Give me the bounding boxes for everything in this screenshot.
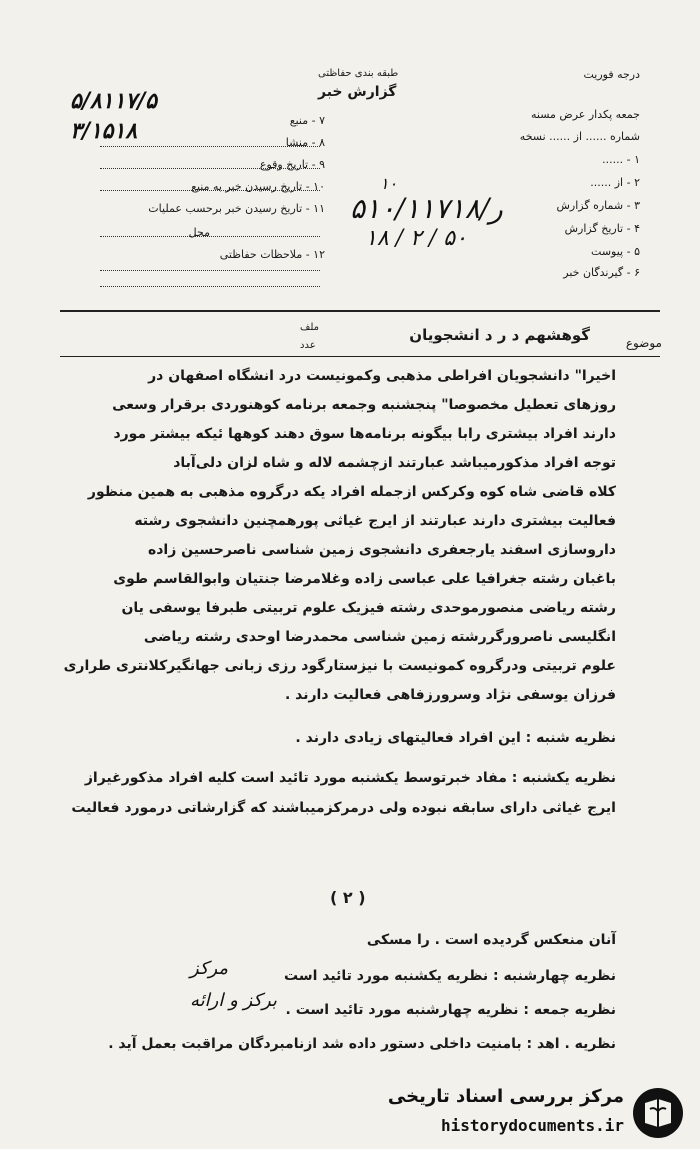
fill-line: [100, 270, 320, 272]
fill-line: [100, 286, 320, 288]
footer-site-name: مرکز بررسی اسناد تاریخی: [387, 1086, 624, 1107]
fill-line: [100, 236, 320, 238]
body-line-2: روزهای تعطیل مخصوصا" پنجشنبه وجمعه برنامه کوهنوردی برقرار وسعی: [112, 397, 616, 413]
right-field-2: ۲ - از ......: [590, 176, 640, 189]
body-line-14: نظریه یکشنبه : مفاد خبرتوسط یکشنبه مورد تائید است کلیه افراد مذکورغیراز: [84, 770, 616, 786]
page-two-marker: ( ۲ ): [330, 888, 366, 907]
body-line-3: دارند افراد بیشتری رابا بیگونه برنامه‌ها سوق دهند کوهها ئیکه بیشتر مورد: [113, 426, 616, 442]
side-note-1: ملف: [300, 322, 320, 333]
right-field-5: ۵ - پیوست: [591, 245, 640, 258]
hw-top-number: ۱۰: [380, 174, 398, 193]
report-classification-title: طبقه بندی حفاظتی: [318, 68, 399, 79]
body-line-7: داروسازی اسفند یارجعفری دانشجوی زمین شناسی ناصرحسین زاده: [147, 542, 616, 558]
left-field-origin: ۸ - منشا: [285, 136, 325, 149]
subject-underline: [60, 356, 660, 357]
handwritten-note-1: مرکز: [190, 958, 229, 979]
hw-report-number: ۵۱۰/ر/۱۱۷۱۸: [350, 192, 503, 225]
handwritten-note-2: برکز و ارائه: [190, 990, 277, 1011]
copy-number-label: شماره ...... از ...... نسخه: [519, 130, 640, 143]
body-line-6: فعالیت بیشتری دارند عبارتند از ایرج غیاثی پورهمچنین دانشجوی رشته: [134, 513, 616, 529]
serial-number-1: ۵/۸۱۱۷/۵: [70, 88, 157, 114]
body-line-11: علوم تربیتی ودرگروه کمونیست با نیزستارگود رزی زبانی جهانگیرکلانتری طراری: [63, 658, 616, 674]
continuation-line-4: نظریه . اهد : بامنیت داخلی دستور داده شد ازنامبردگان مراقبت بعمل آید .: [108, 1036, 616, 1052]
side-note-2: عدد: [300, 340, 316, 351]
archive-logo-icon: [632, 1087, 684, 1139]
body-line-15: ایرج غیاثی دارای سابقه نبوده ولی درمرکزمیباشند که گزارشاتی درمورد فعالیت: [71, 800, 616, 816]
body-line-13: نظریه شنبه : این افراد فعالیتهای زیادی دارند .: [295, 730, 616, 746]
continuation-line-3: نظریه جمعه : نظریه چهارشنبه مورد تائید است .: [285, 1002, 616, 1018]
subject-label: موضوع: [625, 336, 662, 350]
left-field-source: ۷ - منبع: [289, 114, 325, 127]
left-field-ops-date: ۱۱ - تاریخ رسیدن خبر برحسب عملیات: [148, 202, 325, 215]
fill-line: [100, 146, 320, 148]
body-line-10: انگلیسی ناصرورگررشته زمین شناسی محمدرضا اوحدی رشته ریاضی: [143, 629, 616, 645]
left-field-event-date: ۹ - تاریخ وقوع: [259, 158, 325, 171]
right-field-3: ۳ - شماره گزارش: [556, 199, 640, 212]
continuation-line-2: نظریه چهارشنبه : نظریه یکشنبه مورد تائید است: [284, 968, 616, 984]
fill-line: [100, 190, 320, 192]
left-field-received-date: ۱۰ - تاریخ رسیدن خبر به منبع: [191, 180, 325, 193]
report-title: گزارش خبر: [318, 84, 397, 100]
body-line-12: فرزان یوسفی نژاد وسرورزفاهی فعالیت دارند .: [284, 687, 616, 703]
serial-number-2: ۳/۱۵۱۸: [70, 118, 138, 144]
fill-line: [100, 168, 320, 170]
body-line-5: کلاه قاضی شاه کوه وکرکس ازجمله افراد یکه درگروه مذهبی به همین منظور: [87, 484, 616, 500]
footer-site-url[interactable]: historydocuments.ir: [440, 1116, 624, 1135]
right-field-1: ۱ - ......: [602, 153, 640, 166]
right-field-6: ۶ - گیرندگان خبر: [563, 266, 640, 279]
continuation-line-1: آنان منعکس گردیده است . را مسکی: [366, 932, 616, 948]
copy-label: جمعه پکدار عرض مسنه: [531, 108, 640, 121]
body-line-4: توجه افراد مذکورمیباشد عبارتند ازچشمه لاله و شاه لزان دلی‌آباد: [173, 455, 616, 471]
urgency-label: درجه فوریت: [583, 68, 640, 81]
left-field-security-notes: ۱۲ - ملاحظات حفاظتی: [219, 248, 325, 261]
hw-report-date: ۱۸ / ۲ / ۵۰: [365, 226, 467, 251]
header-separator: [60, 310, 660, 312]
left-field-place: محل: [188, 226, 210, 239]
body-line-1: اخیرا" دانشجویان افراطی مذهبی وکمونیست درد انشگاه اصفهان در: [148, 368, 616, 384]
body-line-9: رشته ریاضی منصورموحدی رشته فیزیک علوم تربیتی طبرفا یوسفی یان: [121, 600, 616, 616]
subject-value: گوهشهم د ر د انشجویان: [409, 326, 590, 344]
body-line-8: باغبان رشته جغرافیا علی عباسی زاده وغلامرضا جنتیان وابوالقاسم طوی: [113, 571, 616, 587]
right-field-4: ۴ - تاریخ گزارش: [564, 222, 640, 235]
